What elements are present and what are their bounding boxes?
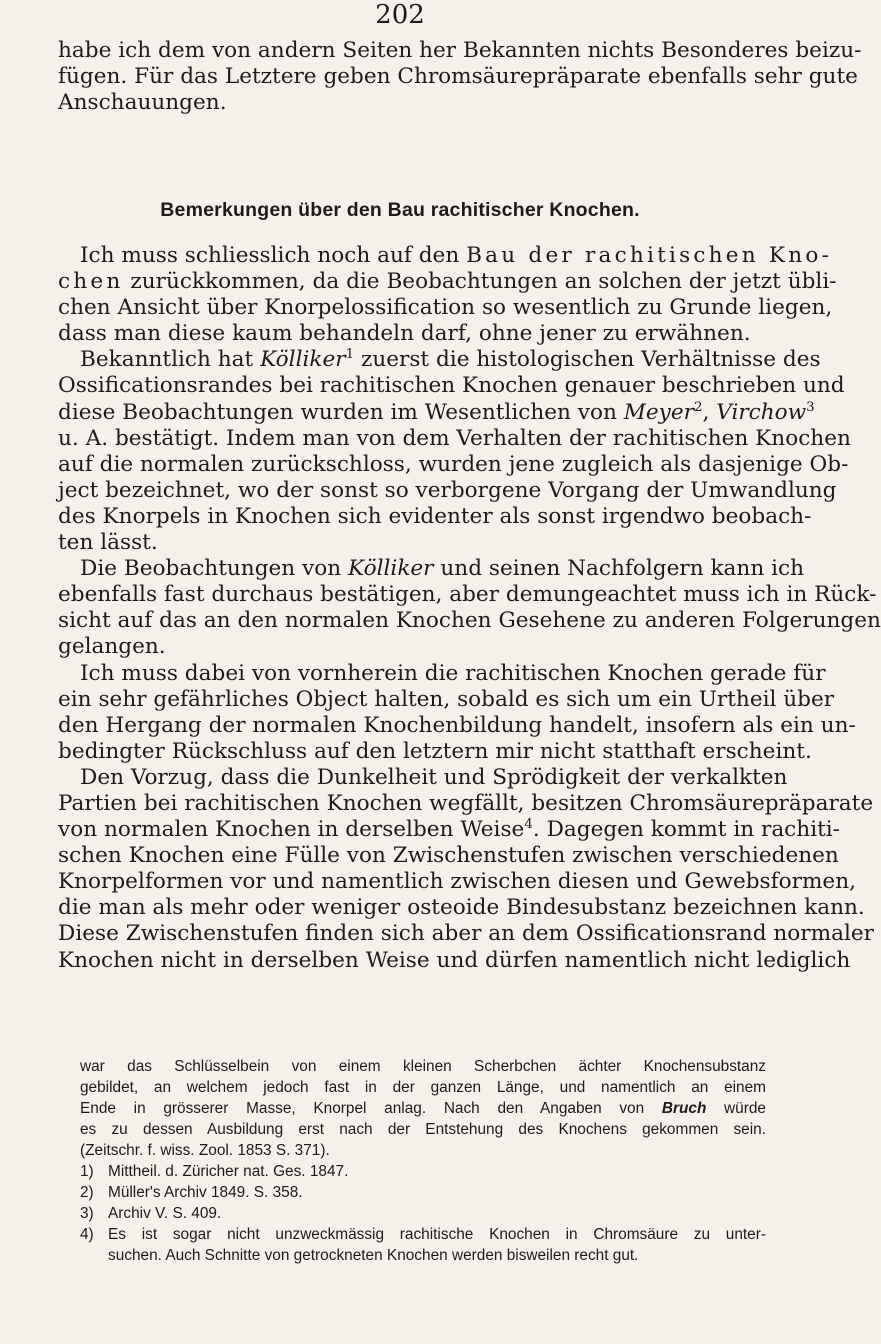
text-line <box>58 556 805 582</box>
text-line <box>58 243 833 269</box>
section-heading: Bemerkungen über den Bau rachitischer Knochen. <box>160 199 640 221</box>
text-line <box>58 947 851 974</box>
author-name: Kölliker <box>348 556 434 582</box>
text-line <box>58 660 826 687</box>
footnote-ref: 1 <box>345 347 355 363</box>
text-run: des Knorpels in Knochen sich evidenter als sonst irgendwo beobach- <box>58 503 812 529</box>
footnote-text: Archiv V. S. 409. <box>108 1205 222 1222</box>
text-line <box>58 530 770 556</box>
text-run: u. A. bestätigt. Indem man von dem Verhalten der rachitischen Knochen <box>58 425 851 451</box>
text-run: gebildet, an welchem jedoch fast in der ganzen Länge, und namentlich an einem <box>80 1079 766 1096</box>
footnote-text: Mittheil. d. Züricher nat. Ges. 1847. <box>108 1163 349 1180</box>
footnote-text: Es ist sogar nicht unzweckmässig rachitische Knochen in Chromsäure zu unter- <box>108 1226 766 1243</box>
text-run: gelangen. <box>58 634 166 660</box>
text-line <box>58 503 812 530</box>
section-body <box>58 243 881 974</box>
text-run: Ende in grösserer Masse, Knorpel anlag. Nach den Angaben von <box>80 1100 662 1117</box>
footnote-text: suchen. Auch Schnitte von getrockneten Knochen werden bisweilen recht gut. <box>108 1247 639 1264</box>
text-line <box>58 347 821 373</box>
footnote-item <box>80 1203 766 1224</box>
text-run: und seinen Nachfolgern kann ich <box>433 556 805 582</box>
text-run: Den Vorzug, dass die Dunkelheit und Sprödigkeit der verkalkten <box>80 764 788 790</box>
footnote-continuation <box>80 1056 766 1161</box>
text-line <box>58 921 874 947</box>
text-line: fügen. Für das Letztere geben Chromsäurepräparate ebenfalls sehr gute <box>58 64 858 90</box>
text-line <box>80 1140 766 1161</box>
author-name: Kölliker <box>260 347 346 373</box>
author-name: Virchow <box>716 399 807 425</box>
text-run: Ossificationsrandes bei rachitischen Knochen genauer beschrieben und <box>58 373 845 399</box>
text-run: ject bezeichnet, wo der sonst so verborgene Vorgang der Umwandlung <box>58 477 837 503</box>
text-line <box>58 712 856 739</box>
text-run: schen Knochen eine Fülle von Zwischenstufen zwischen verschiedenen <box>58 843 839 869</box>
footnote-number: 2) <box>80 1184 94 1201</box>
footnote-item <box>80 1182 766 1203</box>
text-run: den Hergang der normalen Knochenbildung handelt, insofern als ein un- <box>58 712 856 738</box>
text-line <box>58 399 815 426</box>
footnote-ref: 3 <box>806 399 815 415</box>
footnote-number: 3) <box>80 1205 94 1222</box>
footnote-text: Müller's Archiv 1849. S. 358. <box>108 1184 303 1201</box>
text-line <box>58 269 837 295</box>
text-line <box>58 634 770 660</box>
text-line <box>58 764 788 791</box>
text-run: auf die normalen zurückschloss, wurden jene zugleich als dasjenige Ob- <box>58 451 849 477</box>
text-line <box>58 816 840 843</box>
text-line <box>58 738 812 765</box>
text-line <box>58 477 837 504</box>
text-run: Diese Zwischenstufen finden sich aber an dem Ossificationsrand normaler <box>58 921 874 947</box>
text-run: Die Beobachtungen von <box>80 556 349 582</box>
text-line <box>80 1119 766 1140</box>
author-name: Bruch <box>661 1100 707 1117</box>
text-line <box>58 686 835 713</box>
text-run: bedingter Rückschluss auf den letztern mir nicht statthaft erscheint. <box>58 738 812 764</box>
spaced-emphasis: chen <box>58 269 124 295</box>
text-line <box>58 451 849 478</box>
text-run: , <box>702 399 717 425</box>
text-line <box>58 608 881 634</box>
text-line <box>58 895 865 921</box>
text-run: es zu dessen Ausbildung erst nach der Entstehung des Knochens gekommen sein. <box>80 1121 766 1138</box>
text-line <box>58 790 874 817</box>
footnote-list <box>80 1161 766 1266</box>
text-run: chen Ansicht über Knorpelossification so wesentlich zu Grunde liegen, <box>58 295 833 321</box>
text-run: zuerst die histologischen Verhältnisse des <box>354 347 821 373</box>
text-run: dass man diese kaum behandeln darf, ohne jener zu erwähnen. <box>58 321 751 347</box>
footnote-number: 4) <box>80 1226 94 1243</box>
text-line <box>58 321 770 347</box>
text-run: (Zeitschr. f. wiss. Zool. 1853 S. 371). <box>80 1142 330 1159</box>
intro-paragraph <box>58 38 862 116</box>
author-name: Meyer <box>623 399 694 425</box>
text-run: war das Schlüsselbein von einem kleinen Scherbchen ächter Knochensubstanz <box>80 1058 766 1075</box>
text-run: ten lässt. <box>58 530 158 556</box>
footnotes <box>80 1056 766 1266</box>
text-line <box>58 582 877 608</box>
text-line <box>80 1098 766 1119</box>
text-line <box>58 295 833 321</box>
text-run: die man als mehr oder weniger osteoide Bindesubstanz bezeichnen kann. <box>58 895 865 921</box>
text-line: Anschauungen. <box>58 90 227 116</box>
text-line <box>58 425 851 452</box>
footnote-item <box>80 1224 766 1266</box>
text-run: Knorpelformen vor und namentlich zwischen diesen und Gewebsformen, <box>58 869 856 895</box>
text-run: Ich muss dabei von vornherein die rachitischen Knochen gerade für <box>80 660 826 686</box>
spaced-emphasis: Bau der rachitischen Kno- <box>466 243 833 268</box>
text-run: . Dagegen kommt in rachiti- <box>532 817 840 843</box>
text-line <box>58 869 856 895</box>
text-line: habe ich dem von andern Seiten her Bekannten nichts Besonderes beizu- <box>58 38 862 63</box>
text-run: sicht auf das an den normalen Knochen Gesehene zu anderen Folgerungen <box>58 608 881 634</box>
text-run: ebenfalls fast durchaus bestätigen, aber demungeachtet muss ich in Rück- <box>58 582 877 608</box>
text-line <box>80 1056 766 1077</box>
footnote-item <box>80 1161 766 1182</box>
text-run: Bekanntlich hat <box>80 347 261 373</box>
text-line <box>80 1077 766 1098</box>
footnote-number: 1) <box>80 1163 94 1180</box>
text-line <box>58 843 839 869</box>
text-line <box>58 373 845 399</box>
text-run: ein sehr gefährliches Object halten, sobald es sich um ein Urtheil über <box>58 686 835 712</box>
text-run: Knochen nicht in derselben Weise und dürfen namentlich nicht lediglich <box>58 947 851 973</box>
text-run: diese Beobachtungen wurden im Wesentlichen von <box>58 399 624 425</box>
text-run: Ich muss schliesslich noch auf den <box>80 243 467 268</box>
footnote-ref: 2 <box>693 399 703 415</box>
text-run: Partien bei rachitischen Knochen wegfällt, besitzen Chromsäurepräparate <box>58 790 874 816</box>
text-run: zurückkommen, da die Beobachtungen an solchen der jetzt übli- <box>123 269 837 295</box>
page-number: 202 <box>375 0 425 30</box>
text-run: würde <box>706 1100 766 1117</box>
footnote-ref: 4 <box>524 816 533 832</box>
text-run: von normalen Knochen in derselben Weise <box>58 817 525 843</box>
